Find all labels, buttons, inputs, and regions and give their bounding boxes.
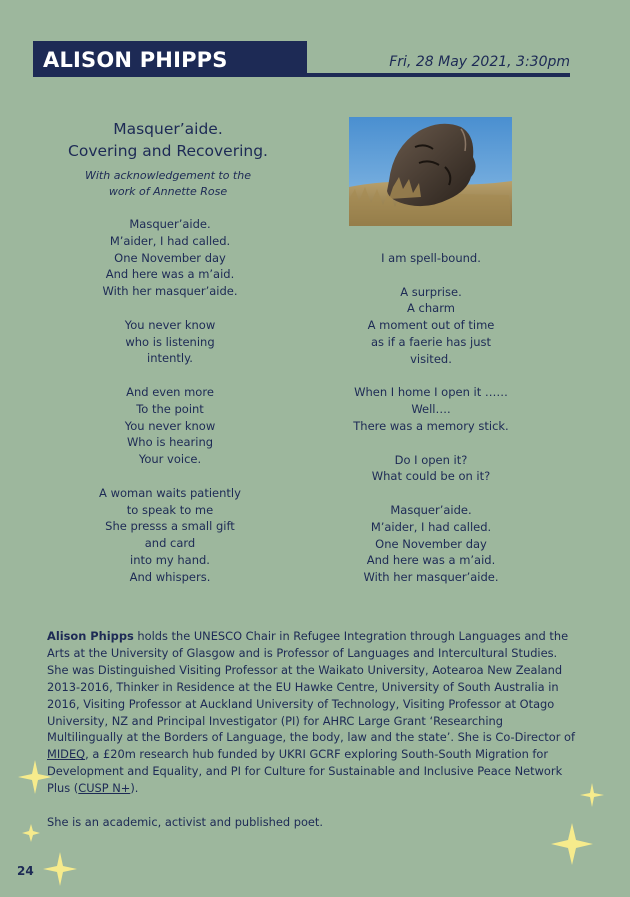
poem-title-line2: Covering and Recovering.	[68, 142, 268, 160]
sparkle-star-icon	[551, 823, 593, 865]
poem-title-line1: Masquer’aide.	[113, 120, 223, 138]
author-name: ALISON PHIPPS	[43, 48, 228, 72]
poem-subtitle-line1: With acknowledgement to the	[85, 169, 251, 182]
poem-line: When I home I open it ……	[354, 385, 508, 400]
poem-line: I am spell-bound.	[381, 251, 481, 265]
poem-left-column	[55, 216, 285, 602]
date-time: Fri, 28 May 2021, 3:30pm	[389, 54, 570, 70]
header-bar	[33, 41, 307, 77]
poem-line: A moment out of time	[367, 318, 495, 333]
poem-line: M’aider, I had called.	[370, 519, 492, 534]
bio-text: , a £20m research hub funded by UKRI GCRF exploring South-South Migration for Development and Equality, and PI for Culture for Sustainable and Inclusive Peace Network Plus (	[47, 747, 563, 796]
header-underline	[307, 73, 570, 77]
poem-title-block	[58, 118, 278, 200]
poem-line: A surprise.	[400, 284, 462, 299]
stanza	[55, 384, 285, 468]
poem-line: Well….	[411, 402, 451, 417]
sparkle-star-icon	[43, 852, 77, 886]
poem-right-column	[316, 250, 546, 603]
stanza	[316, 284, 546, 368]
sparkle-star-icon	[580, 783, 604, 807]
stanza	[55, 485, 285, 586]
poem-line: Masquer’aide.	[390, 502, 472, 517]
sculpture-head-photo	[349, 117, 512, 226]
stanza	[55, 317, 285, 367]
cusp-link[interactable]: CUSP N+	[78, 781, 131, 796]
poem-line: One November day	[114, 250, 226, 265]
poem-line: Do I open it?	[394, 452, 468, 467]
sparkle-star-icon	[22, 824, 40, 842]
poem-line: To the point	[136, 401, 204, 416]
poem-line: You never know	[124, 317, 216, 332]
bio-paragraph	[47, 628, 577, 797]
poem-line: And whispers.	[129, 569, 211, 584]
poem-line: M’aider, I had called.	[109, 233, 231, 248]
author-bio	[47, 628, 577, 831]
poem-subtitle-line2: work of Annette Rose	[108, 185, 228, 198]
poem-line: Masquer’aide.	[129, 217, 211, 231]
stanza	[316, 384, 546, 434]
poem-line: And here was a m’aid.	[366, 553, 496, 568]
bio-text: holds the UNESCO Chair in Refugee Integration through Languages and the Arts at the University of Glasgow and is Professor of Languages and Intercultural Studies. She was Distinguished Visiting Professor at the Waikato University, Aotearoa New Zealand 2013-2016, Thinker in Residence at the EU Hawke Centre, University of South Australia in 2016, Visiting Professor at Auckland University of Technology, Visiting Professor at Otago University, NZ and Principal Investigator (PI) for AHRC Large Grant ‘Researching Multilingually at the Borders of Language, the body, law and the state’. She is Co-Director of	[47, 629, 575, 745]
poem-line: A charm	[407, 301, 455, 316]
poem-line: With her masquer’aide.	[102, 284, 238, 299]
poem-line: Your voice.	[138, 452, 202, 467]
poem-line: as if a faerie has just	[370, 334, 492, 349]
poem-line: There was a memory stick.	[353, 418, 509, 433]
poem-subtitle	[58, 168, 278, 200]
bio-name: Alison Phipps	[47, 629, 134, 643]
poem-line: visited.	[410, 351, 452, 366]
poem-line: One November day	[375, 536, 487, 551]
stanza	[55, 216, 285, 300]
poem-line: to speak to me	[126, 502, 214, 517]
poem-line: You never know	[124, 418, 216, 433]
poem-line: Who is hearing	[126, 435, 214, 450]
poem-line: into my hand.	[130, 552, 210, 567]
stanza	[316, 250, 546, 267]
poem-line: And even more	[126, 384, 214, 399]
poem-line: She presss a small gift	[105, 519, 235, 534]
poem-line: And here was a m’aid.	[105, 267, 235, 282]
poem-line: With her masquer’aide.	[363, 570, 499, 585]
mideq-link[interactable]: MIDEQ	[47, 747, 86, 762]
poem-line: intently.	[147, 351, 193, 366]
stanza	[316, 502, 546, 586]
poem-line: and card	[144, 536, 196, 551]
page-number: 24	[17, 864, 34, 878]
bio-text: ).	[130, 781, 139, 796]
poem-line: who is listening	[125, 334, 215, 349]
sparkle-star-icon	[18, 760, 52, 794]
poem-line: A woman waits patiently	[99, 485, 241, 500]
stanza	[316, 452, 546, 486]
bio-second-paragraph: She is an academic, activist and published poet.	[47, 814, 324, 829]
poem-line: What could be on it?	[371, 469, 491, 484]
